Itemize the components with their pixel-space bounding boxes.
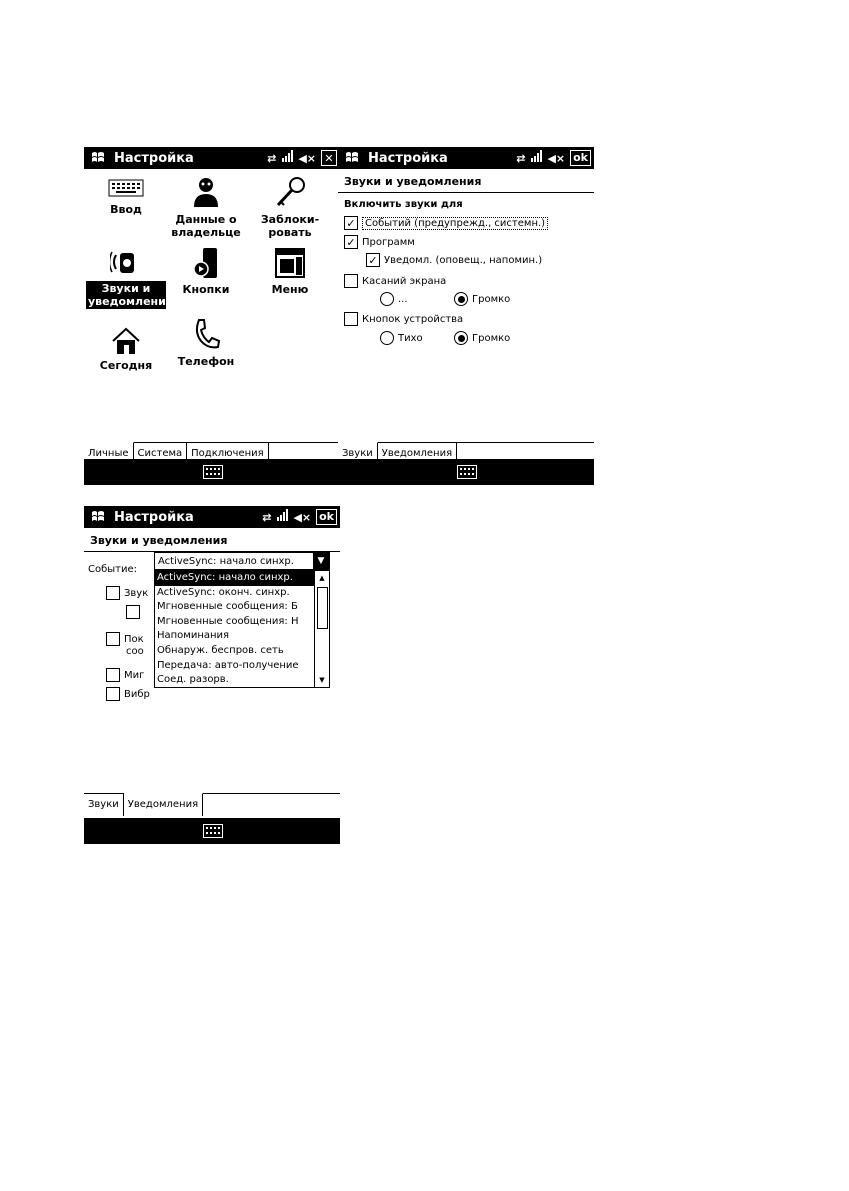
settings-item-owner-info[interactable] xyxy=(164,175,248,239)
tab-strip xyxy=(84,793,340,816)
option-programs-row[interactable] xyxy=(344,235,415,249)
tab-personal[interactable]: Личные xyxy=(84,442,134,465)
buttons-loud-radio-row[interactable] xyxy=(454,331,510,345)
option-screen-taps-row[interactable] xyxy=(344,274,446,288)
option-buttons-row[interactable] xyxy=(344,312,463,326)
scroll-up-icon[interactable]: ▲ xyxy=(319,574,325,582)
tab-sounds[interactable]: Звуки xyxy=(338,442,378,465)
dropdown-item[interactable]: Передача: авто-получение xyxy=(157,659,299,671)
vibrate-checkbox[interactable] xyxy=(106,687,120,701)
settings-item-label: Кнопки xyxy=(182,283,230,296)
tab-notifications[interactable]: Уведомления xyxy=(124,793,203,816)
section-label: Включить звуки для xyxy=(344,199,463,210)
screen-taps-loud-radio[interactable] xyxy=(454,292,468,306)
phone-handset-icon xyxy=(191,317,221,351)
screen-notifications-settings xyxy=(84,506,340,844)
option-label: Касаний экрана xyxy=(362,275,447,287)
signal-icon[interactable] xyxy=(276,509,288,525)
dropdown-item[interactable]: Соед. разорв. xyxy=(157,674,229,686)
menu-bar xyxy=(84,818,340,844)
option-label: Вибр xyxy=(124,688,150,700)
keyboard-toggle-icon[interactable] xyxy=(203,824,223,838)
dropdown-item[interactable]: Обнаруж. беспров. сеть xyxy=(157,644,284,656)
keyboard-icon xyxy=(108,177,144,199)
screen-sounds-settings xyxy=(338,147,594,485)
signal-icon[interactable] xyxy=(530,150,542,166)
screen-taps-soft-radio[interactable] xyxy=(380,292,394,306)
start-windows-icon[interactable] xyxy=(88,507,108,527)
menu-window-icon xyxy=(274,247,306,279)
vibrate-row[interactable] xyxy=(106,687,150,701)
option-label: Громко xyxy=(472,293,511,305)
option-label: Пок xyxy=(124,633,144,645)
sound-row[interactable] xyxy=(106,586,148,600)
settings-item-sounds[interactable] xyxy=(84,247,173,309)
dropdown-item[interactable]: Мгновенные сообщения: Б xyxy=(157,601,298,613)
option-label: Программ xyxy=(362,236,415,248)
show-message-row[interactable] xyxy=(106,632,144,646)
option-label: Миг xyxy=(124,669,145,681)
sync-icon[interactable]: ⇄ xyxy=(516,151,526,165)
event-select-value: ActiveSync: начало синхр. xyxy=(158,556,294,567)
settings-item-phone[interactable] xyxy=(164,317,248,368)
ok-button[interactable]: ok xyxy=(570,150,591,166)
settings-item-label: Меню xyxy=(271,283,309,296)
header-divider xyxy=(338,192,594,193)
sync-icon[interactable]: ⇄ xyxy=(267,151,277,165)
screen-taps-checkbox[interactable] xyxy=(344,274,358,288)
dropdown-item[interactable]: Мгновенные сообщения: Н xyxy=(157,615,299,627)
chevron-down-icon[interactable]: ▼ xyxy=(313,553,329,569)
scroll-thumb[interactable] xyxy=(317,587,328,629)
start-windows-icon[interactable] xyxy=(342,148,362,168)
option-label: Событий (предупрежд., системн.) xyxy=(362,217,548,230)
settings-item-label: Заблоки-ровать xyxy=(260,213,320,239)
home-icon xyxy=(111,327,141,355)
event-select[interactable] xyxy=(154,552,330,570)
speaker-muted-icon[interactable]: ◀× xyxy=(293,510,312,524)
close-button[interactable] xyxy=(321,150,337,166)
person-icon xyxy=(191,175,221,209)
settings-item-menus[interactable] xyxy=(248,247,332,296)
notifications-checkbox[interactable]: ✓ xyxy=(366,253,380,267)
page-header: Звуки и уведомления xyxy=(344,175,482,188)
event-dropdown-list[interactable] xyxy=(154,570,330,688)
screen-taps-loud-radio-row[interactable] xyxy=(454,292,510,306)
tab-connections[interactable]: Подключения xyxy=(187,443,269,465)
dropdown-item[interactable]: ActiveSync: оконч. синхр. xyxy=(157,586,290,598)
window-title: Настройка xyxy=(114,509,194,525)
signal-icon[interactable] xyxy=(281,150,293,166)
blink-checkbox[interactable] xyxy=(106,668,120,682)
scroll-down-icon[interactable]: ▼ xyxy=(319,676,325,684)
option-events-row[interactable] xyxy=(344,216,548,230)
buttons-soft-radio[interactable] xyxy=(380,331,394,345)
speaker-muted-icon[interactable]: ◀× xyxy=(547,151,566,165)
event-label: Событие: xyxy=(88,564,138,575)
option-label: Тихо xyxy=(398,332,423,344)
dropdown-item[interactable]: Напоминания xyxy=(157,630,230,642)
dropdown-scrollbar[interactable] xyxy=(314,571,329,687)
window-title: Настройка xyxy=(368,150,448,166)
ok-button[interactable]: ok xyxy=(316,509,337,525)
show-message-checkbox[interactable] xyxy=(106,632,120,646)
buttons-soft-radio-row[interactable] xyxy=(380,331,423,345)
option-label: Громко xyxy=(472,332,511,344)
option-label: Кнопок устройства xyxy=(362,313,464,325)
buttons-checkbox[interactable] xyxy=(344,312,358,326)
speaker-icon xyxy=(110,247,142,277)
screen-taps-soft-radio-row[interactable] xyxy=(380,292,408,306)
screen-settings-personal xyxy=(84,147,340,485)
settings-item-input[interactable] xyxy=(84,177,168,216)
programs-checkbox[interactable]: ✓ xyxy=(344,235,358,249)
tab-system[interactable]: Система xyxy=(134,443,188,465)
show-message-cont: соо xyxy=(126,646,144,657)
option-notifications-row[interactable] xyxy=(366,253,542,267)
close-icon: ✕ xyxy=(324,151,334,165)
tab-sounds[interactable]: Звуки xyxy=(84,794,124,816)
repeat-checkbox[interactable] xyxy=(126,605,140,619)
page-header: Звуки и уведомления xyxy=(90,534,228,547)
settings-item-label: Сегодня xyxy=(99,359,153,372)
key-icon xyxy=(273,175,307,209)
title-bar xyxy=(84,147,340,169)
settings-item-lock[interactable] xyxy=(248,175,332,239)
title-bar xyxy=(338,147,594,169)
keyboard-toggle-icon[interactable] xyxy=(203,465,223,479)
settings-item-label: Звуки и уведомления xyxy=(88,282,173,308)
blink-row[interactable] xyxy=(106,668,144,682)
window-title: Настройка xyxy=(114,150,194,166)
start-windows-icon[interactable] xyxy=(88,148,108,168)
option-label: Звук xyxy=(124,587,149,599)
option-label: Уведомл. (оповещ., напомин.) xyxy=(384,254,543,266)
sound-checkbox[interactable] xyxy=(106,586,120,600)
menu-bar xyxy=(338,459,594,485)
menu-bar xyxy=(84,459,340,485)
settings-item-label: Данные о владельце xyxy=(171,213,241,239)
title-bar xyxy=(84,506,340,528)
option-label: ... xyxy=(398,293,408,305)
sync-icon[interactable]: ⇄ xyxy=(262,510,272,524)
dropdown-item[interactable]: ActiveSync: начало синхр. xyxy=(155,571,315,586)
settings-item-today[interactable] xyxy=(84,327,168,372)
settings-item-buttons[interactable] xyxy=(164,247,248,296)
keyboard-toggle-icon[interactable] xyxy=(457,465,477,479)
buttons-loud-radio[interactable] xyxy=(454,331,468,345)
tab-notifications[interactable]: Уведомления xyxy=(378,443,457,465)
settings-item-label: Ввод xyxy=(110,203,142,216)
device-button-icon xyxy=(191,247,221,279)
events-checkbox[interactable]: ✓ xyxy=(344,216,358,230)
settings-item-label: Телефон xyxy=(177,355,235,368)
repeat-row[interactable] xyxy=(126,605,144,619)
speaker-muted-icon[interactable]: ◀× xyxy=(298,151,316,165)
